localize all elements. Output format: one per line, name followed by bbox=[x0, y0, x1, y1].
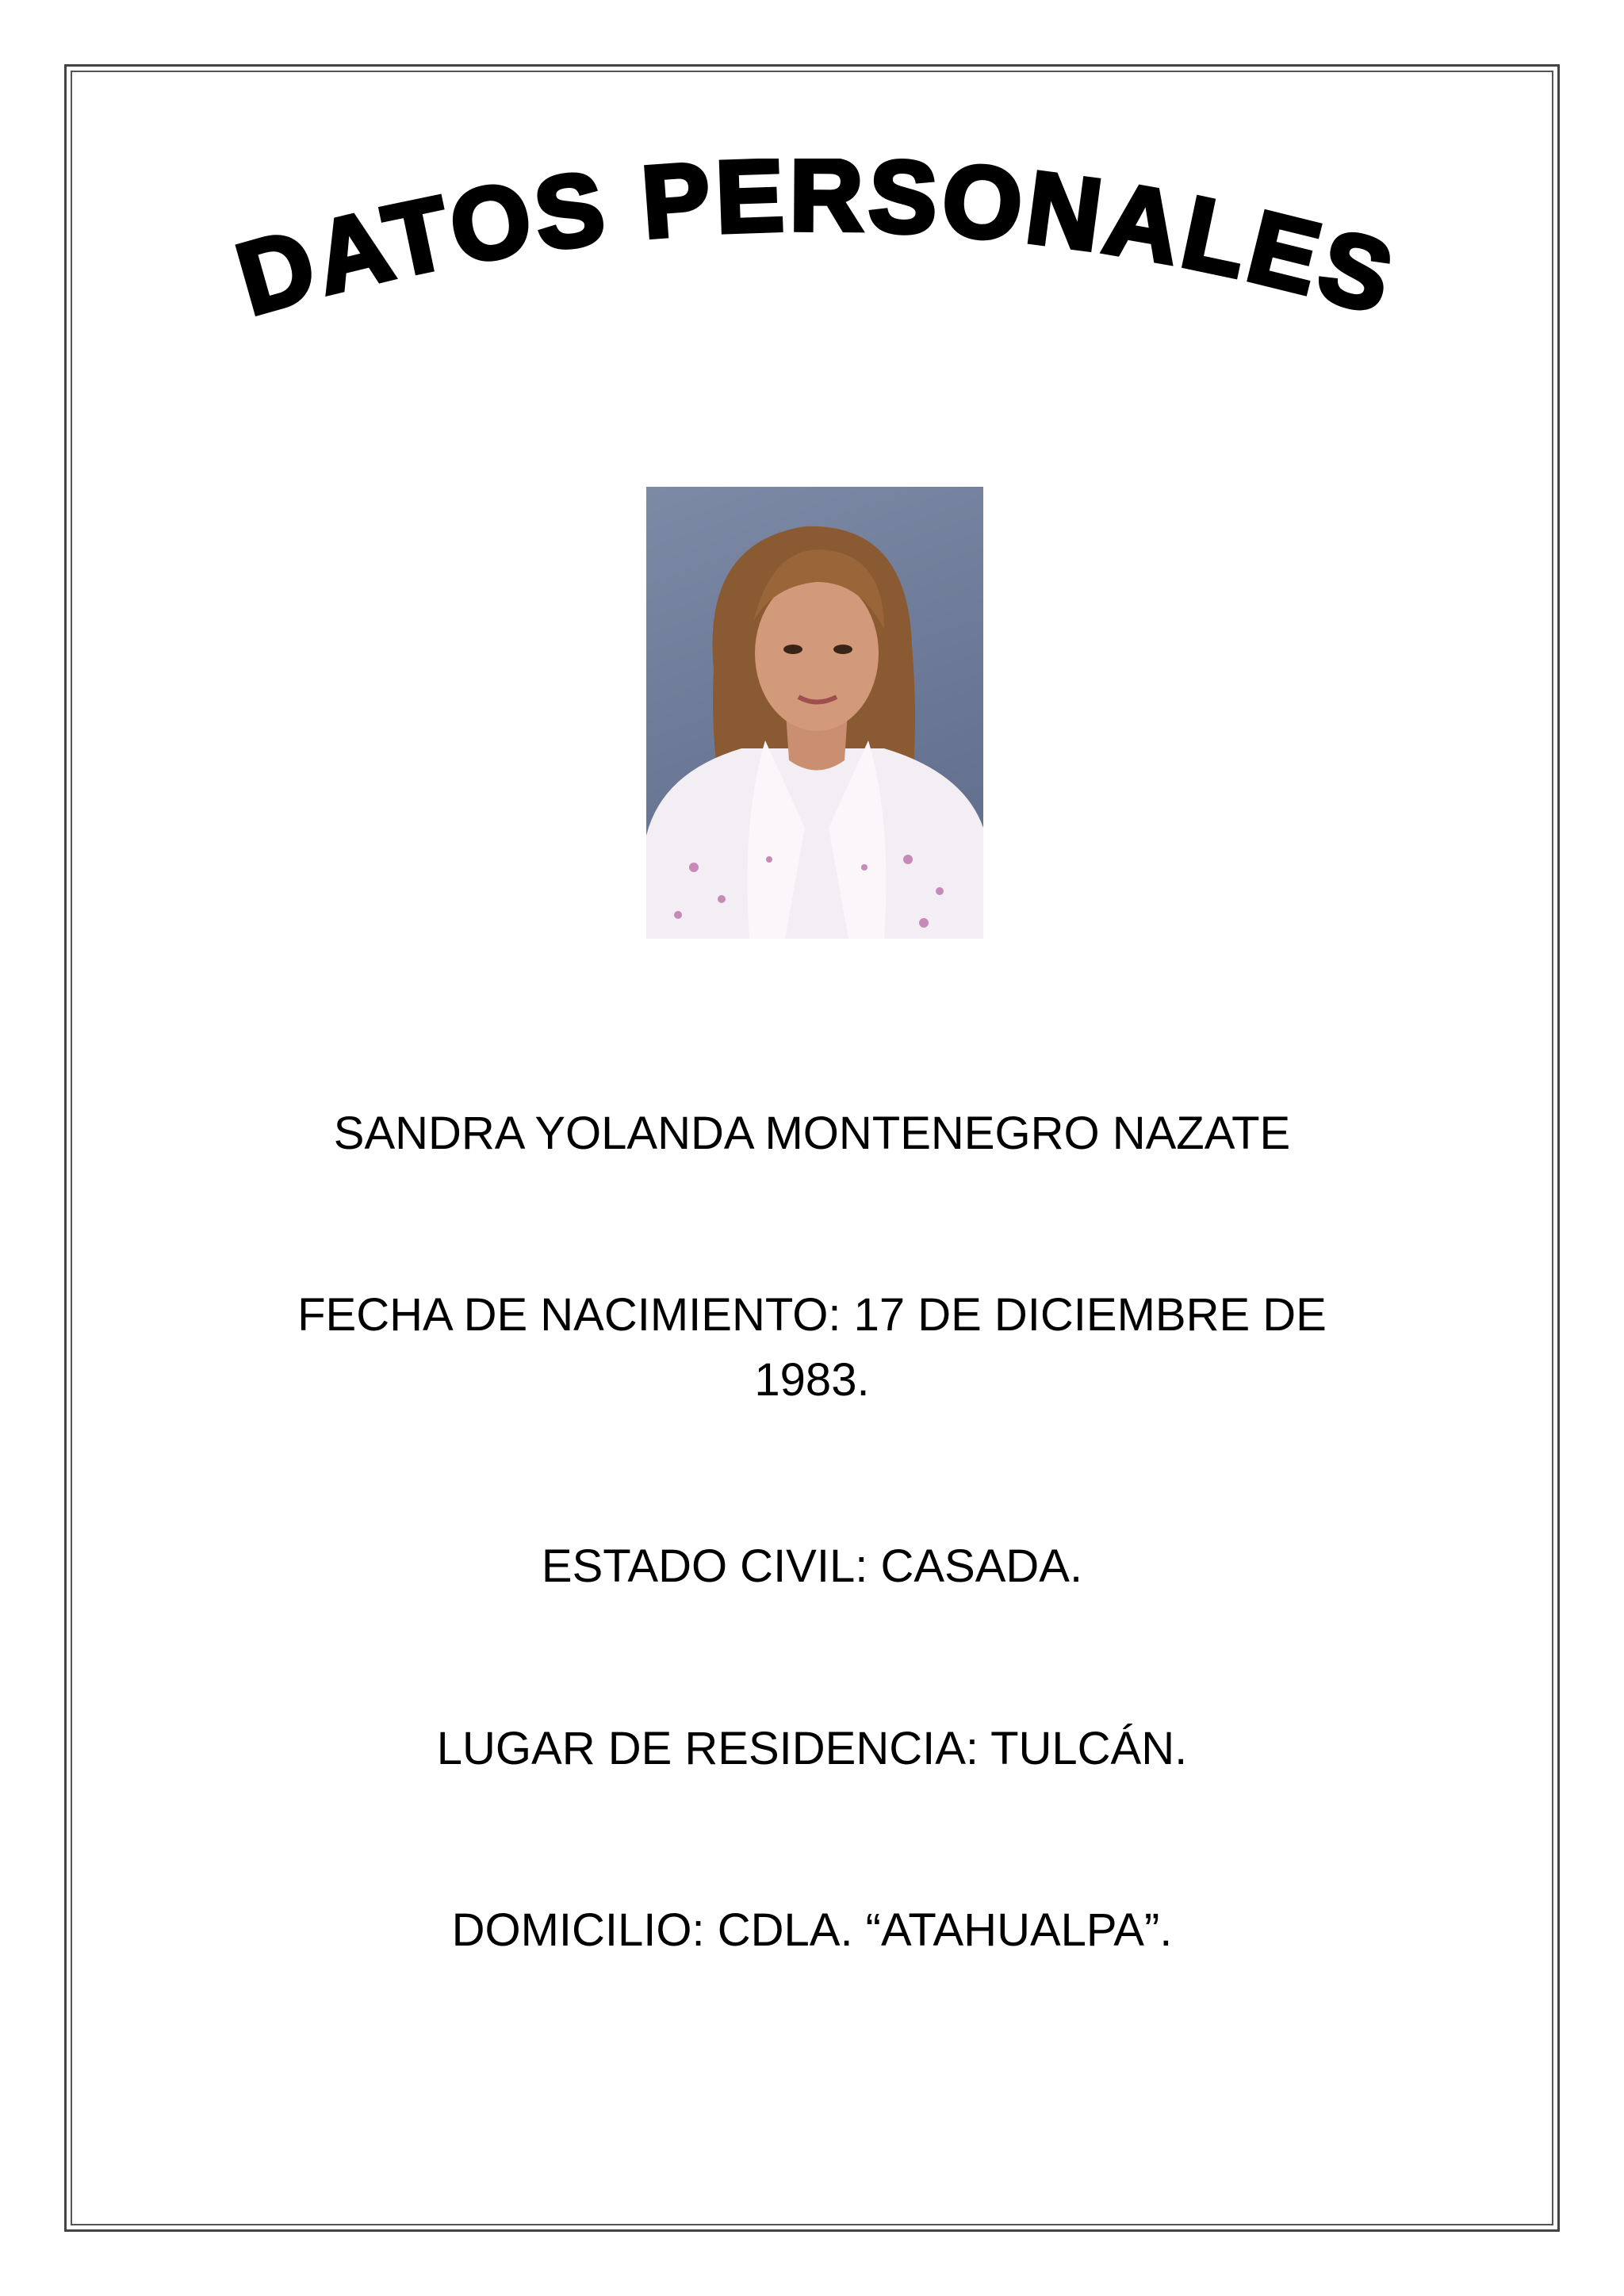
page-title-path: DATOS PERSONALES bbox=[225, 159, 1408, 337]
portrait-illustration bbox=[646, 487, 983, 939]
person-name: SANDRA YOLANDA MONTENEGRO NAZATE bbox=[333, 1108, 1291, 1159]
residence: LUGAR DE RESIDENCIA: TULCÁN. bbox=[436, 1723, 1188, 1774]
address: DOMICILIO: CDLA. “ATAHUALPA”. bbox=[451, 1904, 1173, 1956]
portrait-photo bbox=[646, 487, 983, 939]
page-title-text bbox=[226, 159, 1408, 337]
birth-date-line-2: 1983. bbox=[754, 1354, 870, 1406]
civil-status: ESTADO CIVIL: CASADA. bbox=[541, 1540, 1083, 1592]
page-title bbox=[198, 159, 1435, 381]
birth-date bbox=[95, 1283, 1529, 1413]
birth-date-line-1: FECHA DE NACIMIENTO: 17 DE DICIEMBRE DE bbox=[297, 1289, 1327, 1341]
